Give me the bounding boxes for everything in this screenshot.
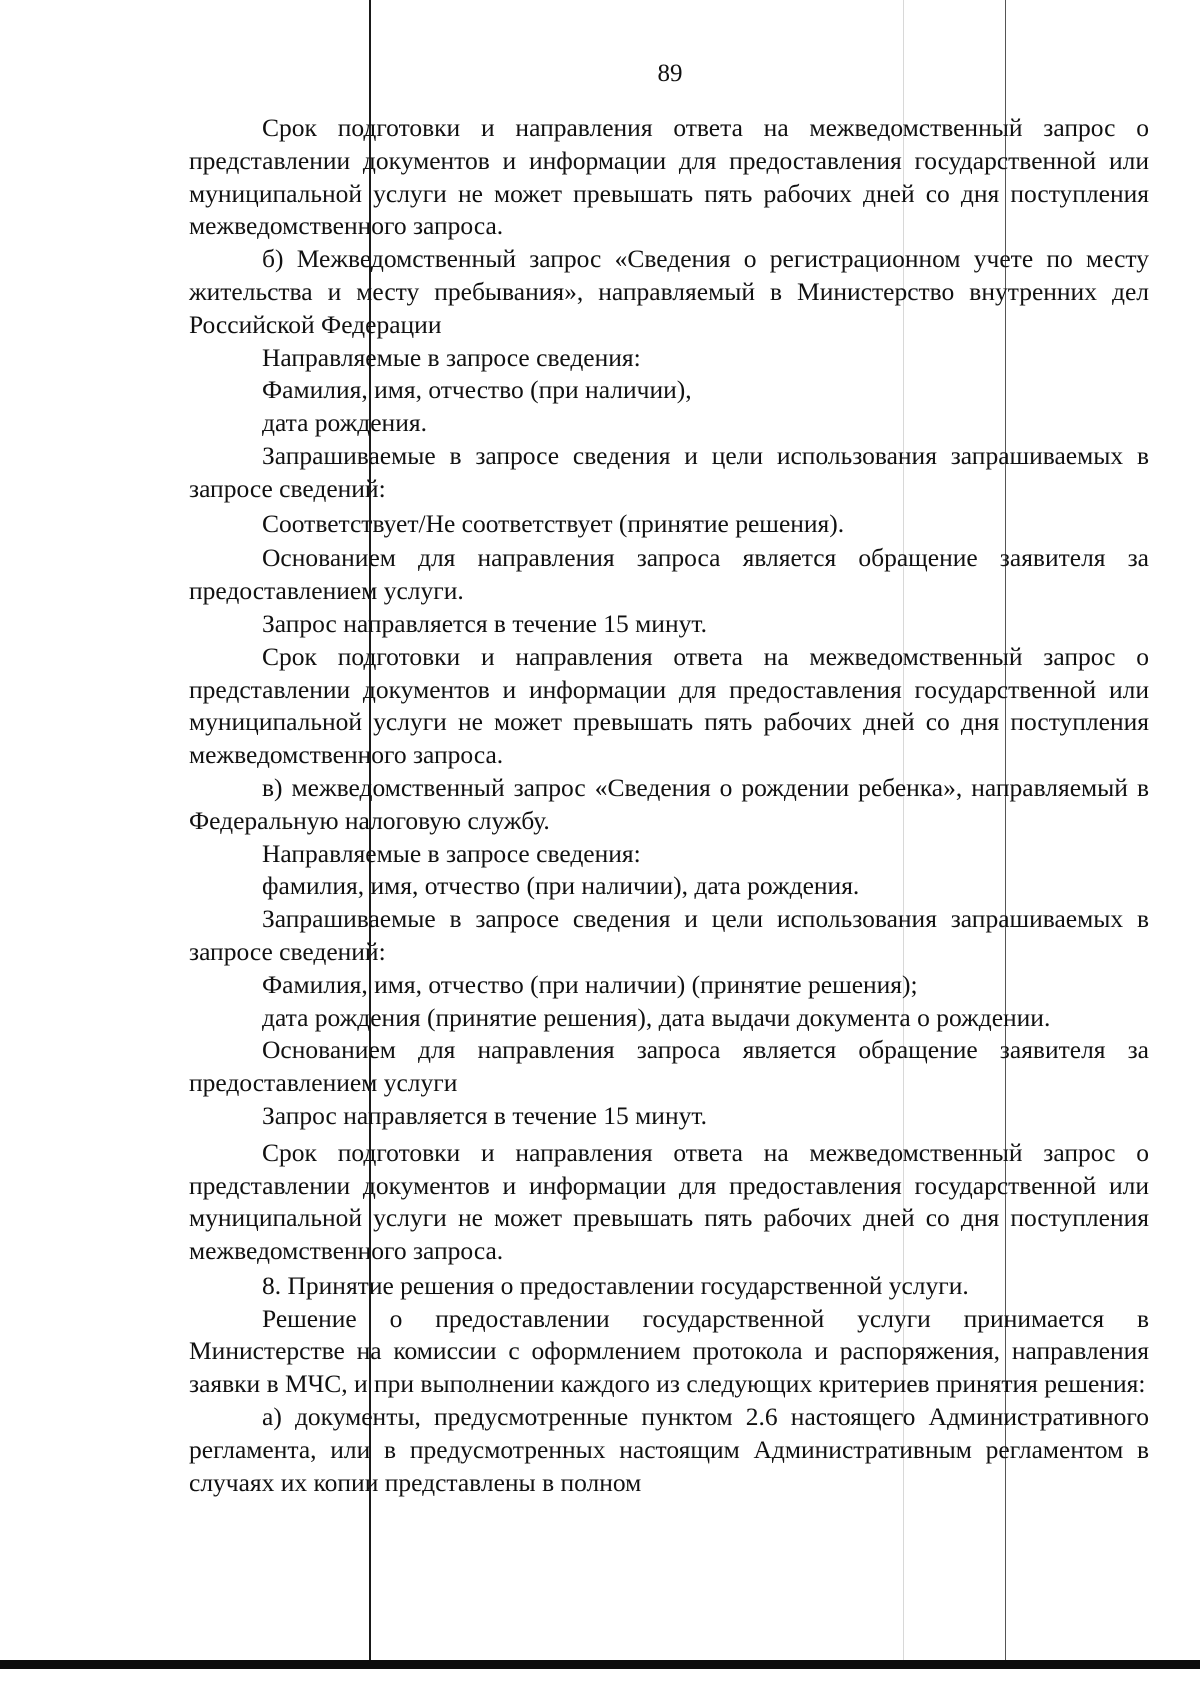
- paragraph: Направляемые в запросе сведения:: [262, 838, 641, 868]
- paragraph: Направляемые в запросе сведения:: [262, 342, 641, 372]
- document-body: [189, 112, 1149, 1499]
- paragraph: Срок подготовки и направления ответа на межведомственный запрос о представлении документов и информации для предоставления государственной или муниципальной услуги не может превышать пять рабочих дней со дня поступления межведомственного запроса.: [189, 641, 1149, 770]
- paragraph: Соответствует/Не соответствует (принятие решения).: [262, 508, 845, 538]
- page-number: 89: [657, 60, 683, 87]
- paragraph: фамилия, имя, отчество (при наличии), дата рождения.: [262, 871, 860, 901]
- paragraph: Запрос направляется в течение 15 минут.: [262, 1100, 707, 1130]
- paragraph: Фамилия, имя, отчество (при наличии),: [262, 375, 692, 405]
- paragraph: б) Межведомственный запрос «Сведения о регистрационном учете по месту жительства и месту пребывания», направляемый в Министерство внутренних дел Российской Федерации: [189, 244, 1149, 339]
- scan-bottom-border: [0, 1660, 1200, 1669]
- paragraph: Запрашиваемые в запросе сведения и цели использования запрашиваемых в запросе сведений:: [189, 904, 1149, 966]
- paragraph: Основанием для направления запроса является обращение заявителя за предоставлением услуги.: [189, 543, 1149, 606]
- paragraph: Фамилия, имя, отчество (при наличии) (принятие решения);: [262, 969, 918, 999]
- paragraph: Запрос направляется в течение 15 минут.: [262, 608, 707, 638]
- paragraph: дата рождения.: [262, 408, 427, 438]
- paragraph: Решение о предоставлении государственной услуги принимается в Министерстве на комиссии с оформлением протокола и распоряжения, направления заявки в МЧС, и при выполнении каждого из следующих критериев принятия решения:: [189, 1303, 1149, 1399]
- paragraph: 8. Принятие решения о предоставлении государственной услуги.: [262, 1270, 969, 1300]
- paragraph: дата рождения (принятие решения), дата выдачи документа о рождении.: [262, 1002, 1051, 1032]
- paragraph: Срок подготовки и направления ответа на межведомственный запрос о представлении документов и информации для предоставления государственной или муниципальной услуги не может превышать пять рабочих дней со дня поступления межведомственного запроса.: [189, 1137, 1149, 1266]
- paragraph: а) документы, предусмотренные пунктом 2.6 настоящего Административного регламента, или в предусмотренных настоящим Административным регламентом в случаях их копии представлены в полном: [189, 1402, 1149, 1497]
- paragraph: Основанием для направления запроса является обращение заявителя за предоставлением услуги: [189, 1035, 1149, 1098]
- paragraph: Срок подготовки и направления ответа на межведомственный запрос о представлении документов и информации для предоставления государственной или муниципальной услуги не может превышать пять рабочих дней со дня поступления межведомственного запроса.: [189, 113, 1149, 241]
- paragraph: Запрашиваемые в запросе сведения и цели использования запрашиваемых в запросе сведений:: [189, 440, 1149, 503]
- paragraph: в) межведомственный запрос «Сведения о рождении ребенка», направляемый в Федеральную налоговую службу.: [189, 772, 1149, 835]
